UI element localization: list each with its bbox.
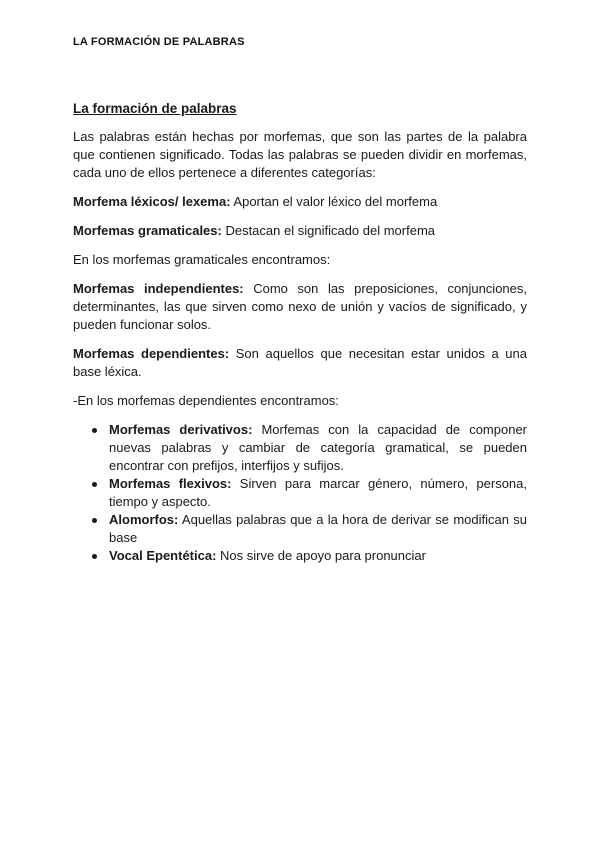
definition-lexema (73, 193, 527, 211)
list-item-text: Morfemas con la capacidad de componer nuevas palabras y cambiar de categoría gramatical, se pueden encontrar con prefijos, interfijos y sufijos. (109, 422, 528, 473)
dependent-morphemes-list (73, 421, 527, 565)
gram-type-term: Morfemas dependientes: (73, 346, 230, 361)
bullet-icon (92, 554, 97, 559)
dep-intro: -En los morfemas dependientes encontramos: (73, 393, 339, 408)
gram-type-independientes (73, 280, 527, 334)
list-item-term: Vocal Epentética: (109, 548, 217, 563)
bullet-icon (92, 428, 97, 433)
bullet-icon (92, 518, 97, 523)
gram-intro: En los morfemas gramaticales encontramos: (73, 252, 331, 267)
intro-paragraph: Las palabras están hechas por morfemas, que son las partes de la palabra que contienen significado. Todas las palabras se pueden dividir en morfemas, cada uno de ellos pertenece a diferentes categorías: (73, 129, 527, 180)
list-item-term: Alomorfos: (109, 512, 179, 527)
document-body (73, 100, 527, 565)
list-item-term: Morfemas flexivos: (109, 476, 232, 491)
definition-term: Morfemas gramaticales: (73, 223, 222, 238)
gram-type-text: Son aquellos que necesitan estar unidos a una base léxica. (73, 346, 527, 379)
definition-text: Aportan el valor léxico del morfema (230, 194, 438, 209)
section-title: La formación de palabras (73, 101, 237, 116)
list-item (109, 421, 527, 475)
gram-type-term: Morfemas independientes: (73, 281, 244, 296)
gram-type-dependientes (73, 345, 527, 381)
list-item (109, 547, 527, 565)
page-header: LA FORMACIÓN DE PALABRAS (73, 36, 245, 48)
list-item-term: Morfemas derivativos: (109, 422, 253, 437)
bullet-icon (92, 482, 97, 487)
gram-type-text: Como son las preposiciones, conjunciones, determinantes, las que sirven como nexo de unión y vacíos de significado, y pueden funcionar solos. (73, 281, 527, 332)
list-item-text: Nos sirve de apoyo para pronunciar (216, 548, 426, 563)
definition-gramaticales (73, 222, 527, 240)
list-item-text: Sirven para marcar género, número, persona, tiempo y aspecto. (109, 476, 528, 509)
definition-term: Morfema léxicos/ lexema: (73, 194, 231, 209)
list-item (109, 511, 527, 547)
definition-text: Destacan el significado del morfema (221, 223, 436, 238)
list-item (109, 475, 527, 511)
list-item-text: Aquellas palabras que a la hora de derivar se modifican su base (109, 512, 527, 545)
